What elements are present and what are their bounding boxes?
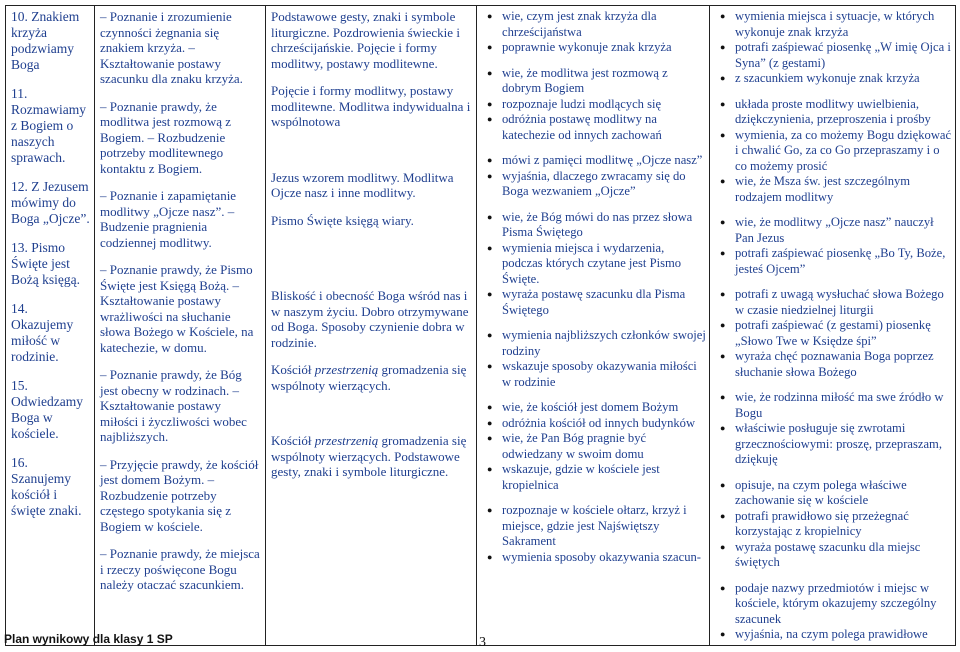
extended-requirements-list — [715, 9, 952, 643]
content-item: Pojęcie i formy modlitwy, postawy modlitewne. Modlitwa indywidualna i wspólnotowa — [271, 83, 471, 129]
requirement-group — [482, 66, 706, 144]
requirement-item: ● wyraża chęć poznawania Boga poprzez słuchanie słowa Bożego — [735, 349, 952, 380]
extended-requirements-column — [710, 6, 956, 646]
requirement-item: ● wyjaśnia, dlaczego zwracamy się do Boga wezwaniem „Ojcze” — [502, 169, 706, 200]
content-item: Kościół przestrzenią gromadzenia się wspólnoty wierzących. Podstawowe gesty, znaki i symbole liturgiczne. — [271, 433, 467, 479]
requirement-group — [715, 581, 952, 643]
objective-item: – Poznanie prawdy, że Pismo Święte jest Księgą Bożą. – Kształtowanie postawy wrażliwości na słuchanie słowa Bożego w Kościele, na katechezie, w domu. — [100, 262, 254, 355]
requirement-item: ● odróżnia kościół od innych budynków — [502, 416, 706, 432]
requirement-item: ● wie, że Pan Bóg pragnie być odwiedzany w swoim domu — [502, 431, 706, 462]
content-item: Pismo Święte księgą wiary. — [271, 212, 414, 228]
objective-item: – Poznanie prawdy, że modlitwa jest rozmową z Bogiem. – Rozbudzenie potrzeby modlitewnego kontaktu z Bogiem. — [100, 98, 232, 176]
requirement-item: ● wie, że modlitwy „Ojcze nasz” nauczył Pan Jezus — [735, 215, 952, 246]
requirement-group — [482, 400, 706, 493]
objective-item: – Poznanie prawdy, że miejsca i rzeczy poświęcone Bogu należy otaczać szacunkiem. — [100, 546, 260, 592]
requirement-item: ● potrafi zaśpiewać piosenkę „Bo Ty, Boże, jesteś Ojcem” — [735, 246, 952, 277]
requirement-group — [482, 210, 706, 319]
topic-item: 15. Odwiedzamy Boga w kościele. — [11, 378, 83, 441]
requirement-item: ● potrafi z uwagą wysłuchać słowa Bożego w czasie niedzielnej liturgii — [735, 287, 952, 318]
requirement-group — [715, 97, 952, 206]
requirement-item: ● rozpoznaje ludzi modlących się — [502, 97, 706, 113]
requirement-item: ● wskazuje sposoby okazywania miłości w rodzinie — [502, 359, 706, 390]
requirement-group — [482, 328, 706, 390]
requirement-item: ● wymienia najbliższych członków swojej rodziny — [502, 328, 706, 359]
topics-column — [6, 6, 95, 646]
requirement-item: ● wyjaśnia, na czym polega prawidłowe — [735, 627, 952, 643]
requirement-item: ● wymienia, za co możemy Bogu dziękować i chwalić Go, za co Go przepraszamy i o co możemy prosić — [735, 128, 952, 175]
requirement-item: ● poprawnie wykonuje znak krzyża — [502, 40, 706, 56]
basic-requirements-column — [477, 6, 710, 646]
requirement-group — [482, 153, 706, 200]
requirement-item: ● układa proste modlitwy uwielbienia, dziękczynienia, przeproszenia i prośby — [735, 97, 952, 128]
requirement-group — [715, 287, 952, 380]
requirement-item: ● odróżnia postawę modlitwy na katechezie od innych zachowań — [502, 112, 706, 143]
objective-item: – Przyjęcie prawdy, że kościół jest domem Bożym. – Rozbudzenie potrzeby częstego spotykania się z Bogiem w kościele. — [100, 456, 259, 534]
topic-item: 10. Znakiem krzyża podzwiamy Boga — [11, 9, 80, 72]
requirement-item: ● potrafi prawidłowo się przeżegnać korzystając z kropielnicy — [735, 509, 952, 540]
requirement-item: ● wymienia miejsca i sytuacje, w których wykonuje znak krzyża — [735, 9, 952, 40]
requirement-item: ● wymienia miejsca i wydarzenia, podczas których czytane jest Pismo Święte. — [502, 241, 706, 288]
emphasis-text: przestrzenią — [314, 433, 379, 448]
requirement-item: ● wie, że Bóg mówi do nas przez słowa Pisma Świętego — [502, 210, 706, 241]
requirement-item: ● opisuje, na czym polega właściwe zachowanie się w kościele — [735, 478, 952, 509]
emphasis-text: przestrzenią — [314, 362, 379, 377]
requirement-group — [715, 9, 952, 87]
requirement-group — [715, 390, 952, 468]
requirement-item: ● mówi z pamięci modlitwę „Ojcze nasz” — [502, 153, 706, 169]
topic-item: 11. Rozmawiamy z Bogiem o naszych sprawach. — [11, 86, 86, 165]
requirement-item: ● potrafi zaśpiewać (z gestami) piosenkę „Słowo Twe w Księdze śpi” — [735, 318, 952, 349]
requirement-item: ● potrafi zaśpiewać piosenkę „W imię Ojca i Syna” (z gestami) — [735, 40, 952, 71]
objective-item: – Poznanie prawdy, że Bóg jest obecny w rodzinach. – Kształtowanie postawy miłości i życzliwości wobec najbliższych. — [100, 367, 247, 444]
requirement-item: ● wie, że kościół jest domem Bożym — [502, 400, 706, 416]
requirement-group — [715, 215, 952, 277]
topic-item: 14. Okazujemy miłość w rodzinie. — [11, 301, 74, 364]
requirement-item: ● wskazuje, gdzie w kościele jest kropielnica — [502, 462, 706, 493]
objective-item: – Poznanie i zapamiętanie modlitwy „Ojcze nasz”. – Budzenie pragnienia codziennej modlitwy. — [100, 188, 237, 250]
page-number: 3 — [479, 635, 486, 650]
objective-item: – Poznanie i zrozumienie czynności żegnania się znakiem krzyża. – Kształtowanie postawy szacunku dla znaku krzyża. — [100, 9, 243, 86]
requirement-group — [482, 9, 706, 56]
content-item: Bliskość i obecność Boga wśród nas i w naszym życiu. Dobro otrzymywane od Boga. Sposoby czynienie dobra w rodzinie. — [271, 288, 469, 350]
topic-item: 12. Z Jezusem mówimy do Boga „Ojcze”. — [11, 179, 90, 226]
requirement-item: ● wie, że Msza św. jest szczególnym rodzajem modlitwy — [735, 174, 952, 205]
requirement-group — [482, 503, 706, 565]
content-column — [266, 6, 477, 646]
topic-item: 16. Szanujemy kościół i święte znaki. — [11, 455, 82, 518]
requirement-item: ● z szacunkiem wykonuje znak krzyża — [735, 71, 952, 87]
footer-title: Plan wynikowy dla klasy 1 SP — [4, 632, 173, 646]
lesson-plan-table — [5, 5, 956, 646]
requirement-item: ● wyraża postawę szacunku dla miejsc świętych — [735, 540, 952, 571]
objectives-column — [95, 6, 266, 646]
requirement-item: ● podaje nazwy przedmiotów i miejsc w kościele, którym okazujemy szczególny szacunek — [735, 581, 952, 628]
requirement-item: ● wymienia sposoby okazywania szacun- — [502, 550, 706, 566]
requirement-item: ● wie, czym jest znak krzyża dla chrześcijaństwa — [502, 9, 706, 40]
content-item: Kościół przestrzenią gromadzenia się wspólnoty wierzących. — [271, 362, 467, 393]
content-item: Jezus wzorem modlitwy. Modlitwa Ojcze nasz i inne modlitwy. — [271, 169, 454, 200]
requirement-item: ● wyraża postawę szacunku dla Pisma Świętego — [502, 287, 706, 318]
requirement-item: ● wie, że modlitwa jest rozmową z dobrym Bogiem — [502, 66, 706, 97]
requirement-group — [715, 478, 952, 571]
requirement-item: ● wie, że rodzinna miłość ma swe źródło w Bogu — [735, 390, 952, 421]
topic-item: 13. Pismo Święte jest Bożą księgą. — [11, 240, 80, 287]
requirement-item: ● właściwie posługuje się zwrotami grzecznościowymi: proszę, przepraszam, dziękuję — [735, 421, 952, 468]
basic-requirements-list — [482, 9, 706, 565]
requirement-item: ● rozpoznaje w kościele ołtarz, krzyż i miejsce, gdzie jest Najświętszy Sakrament — [502, 503, 706, 550]
content-item: Podstawowe gesty, znaki i symbole liturgiczne. Pozdrowienia świeckie i chrześcijańskie. Pojęcie i formy modlitwy, postawy modlitewne. — [271, 9, 460, 71]
